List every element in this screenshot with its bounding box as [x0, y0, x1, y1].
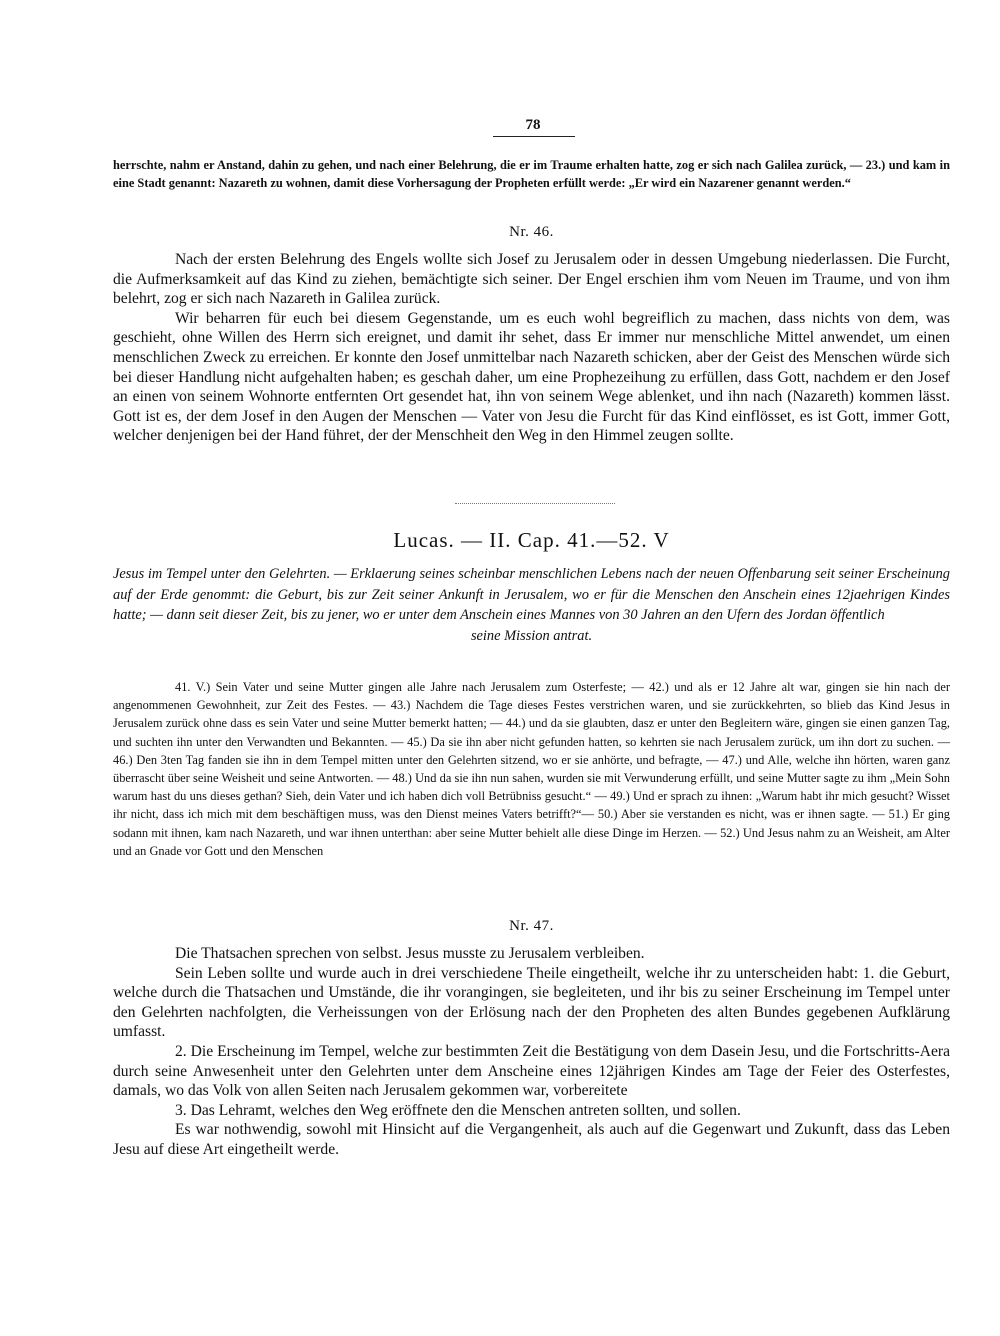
section-47-paragraph: 2. Die Erscheinung im Tempel, welche zur bestimmten Zeit die Bestätigung von dem Dasein Jesu, und die Fortschritts-Aera durch seine Anwesenheit unter den Gelehrten unter dem Anscheine eines 12jährigen Kindes am Tage der Feier des Osterfestes, damals, wo das Volk von allen Seiten nach Jerusalem gekommen war, vorbereitete [113, 1042, 950, 1100]
section-divider [455, 503, 615, 504]
section-47-paragraph: Die Thatsachen sprechen von selbst. Jesus musste zu Jerusalem verbleiben. [175, 945, 645, 962]
section-47-paragraph: Es war nothwendig, sowohl mit Hinsicht auf die Vergangenheit, als auch auf die Gegenwart und Zukunft, dass das Leben Jesu auf diese Art eingetheilt werde. [113, 1121, 950, 1158]
page-number-wrap [493, 116, 573, 134]
section-47-paragraph: Sein Leben sollte und wurde auch in drei verschiedene Theile eingetheilt, welche ihr zu unterscheiden habt: 1. die Geburt, welche durch die Thatsachen und Umstände, die ihr vorangingen, sie begleiteten, und ihr bis zu seiner Erscheinung im Tempel unter den Gelehrten nachfolgten, die Verheissungen von der Erlösung nach der den Propheten des alten Bundes gegebenen Aufklärung umfasst. [113, 964, 950, 1041]
page-number: 78 [525, 117, 541, 133]
section-46-heading: Nr. 46. [509, 224, 554, 240]
page-number-rule [493, 136, 575, 137]
intro-text: herrschte, nahm er Anstand, dahin zu gehen, und nach einer Belehrung, die er im Traume erhalten hatte, zog er sich nach Galilea zurück, — 23.) und kam in eine Stadt genannt: Nazareth zu wohnen, damit diese Vorhersagung der Propheten erfüllt werde: „Er wird ein Nazarener genannt werden.“ [113, 158, 950, 191]
lucas-summary-last: seine Mission antrat. [470, 627, 593, 644]
section-47-body [113, 944, 950, 1160]
lucas-verses-text: 41. V.) Sein Vater und seine Mutter gingen alle Jahre nach Jerusalem zum Osterfeste; — 42.) und als er 12 Jahre alt war, gingen sie hin nach der angenommenen Gewohnheit, zur Zeit des Festes. — 43.) Nachdem die Tage dieses Festes verstrichen waren, und sie zurückkehrten, so blieb das Kind Jesus in Jerusalem zurück ohne dass es sein Vater und seine Mutter bemerkt hatten; — 44.) und da sie glaubten, dasz er unter den Begleitern wäre, gingen sie einen ganzen Tag, und suchten ihn unter den Verwandten und Bekannten. — 45.) Da sie ihn aber nicht gefunden hatten, so kehrten sie nach Jerusalem zurück, um ihn dort zu suchen. — 46.) Den 3ten Tag fanden sie ihn in dem Tempel mitten unter den Gelehrten sitzend, wo er sie anhörte, und befragte, — 47.) und Alle, welche ihn hörten, waren ganz überrascht über seine Weisheit und seine Antworten. — 48.) Und da sie ihn nun sahen, wurden sie mit Verwunderung erfüllt, und seine Mutter sagte zu ihm „Mein Sohn warum hast du uns dieses gethan? Sieh, dein Vater und ich haben dich voll Betrübniss gesucht.“ — 49.) Und er sprach zu ihnen: „Warum habt ihr mich gesucht? Wisset ihr nicht, dass ich mich mit dem beschäftigen muss, was den Dienst meines Vaters betrifft?“— 50.) Aber sie verstanden es nicht, was er ihnen sagte. — 51.) Er ging sodann mit ihnen, kam nach Nazareth, und war ihnen unterthan: aber seine Mutter behielt alle diese Dinge im Herzen. — 52.) Und Jesus nahm zu an Weisheit, am Alter und an Gnade vor Gott und den Menschen [113, 680, 950, 858]
section-46-paragraph: Nach der ersten Belehrung des Engels wollte sich Josef zu Jerusalem oder in dessen Umgebung niederlassen. Die Furcht, die Aufmerksamkeit auf das Kind zu ziehen, bemächtigte sich seiner. Der Engel erschien ihm vom Neuen im Traume, und von ihm belehrt, zog er sich nach Nazareth in Galilea zurück. [113, 251, 950, 308]
lucas-summary-text: Jesus im Tempel unter den Gelehrten. — Erklaerung seines scheinbar menschlichen Lebens nach der neuen Offenbarung seit seiner Erscheinung auf der Erde genommt: die Geburt, bis zur Zeit seiner Ankunft in Jerusalem, wo er für die Menschen den Anschein eines 12jaehrigen Kindes hatte; — dann seit dieser Zeit, bis zu jener, wo er unter dem Anschein eines Mannes von 30 Jahren an den Ufern des Jordan öffentlich [113, 566, 950, 623]
intro-paragraph [113, 156, 950, 192]
section-46-body [113, 250, 950, 446]
lucas-summary [113, 564, 950, 646]
section-46-paragraph: Wir beharren für euch bei diesem Gegenstande, um es euch wohl begreiflich zu machen, dass nichts von dem, was geschieht, ohne Willen des Herrn sich ereignet, und damit ihr sehet, dass Er immer nur menschliche Mittel anwendet, um einen menschlichen Zweck zu erreichen. Er konnte den Josef unmittelbar nach Nazareth schicken, aber der Geist des Menschen würde sich bei dieser Handlung nicht aufgehalten haben; es geschah daher, um eine Prophezeihung zu erfüllen, dass Gott, nachdem er den Josef an einen von seinem Wohnorte entfernten Ort gesendet hat, ihn von seinem Wege ablenket, und ihn nach (Nazareth) kommen lässt. Gott ist es, der dem Josef in den Augen der Menschen — Vater von Jesu die Furcht für das Kind einflösset, es ist Gott, immer Gott, welcher denjenigen bei der Hand führet, der der Menschheit den Weg in den Himmel zeugen sollte. [113, 309, 950, 445]
lucas-heading: Lucas. — II. Cap. 41.—52. V [393, 528, 670, 552]
section-47-paragraph: 3. Das Lehramt, welches den Weg eröffnete den die Menschen antreten sollten, und sollen. [175, 1101, 741, 1119]
lucas-verses [113, 678, 950, 860]
section-47-heading: Nr. 47. [509, 918, 554, 934]
